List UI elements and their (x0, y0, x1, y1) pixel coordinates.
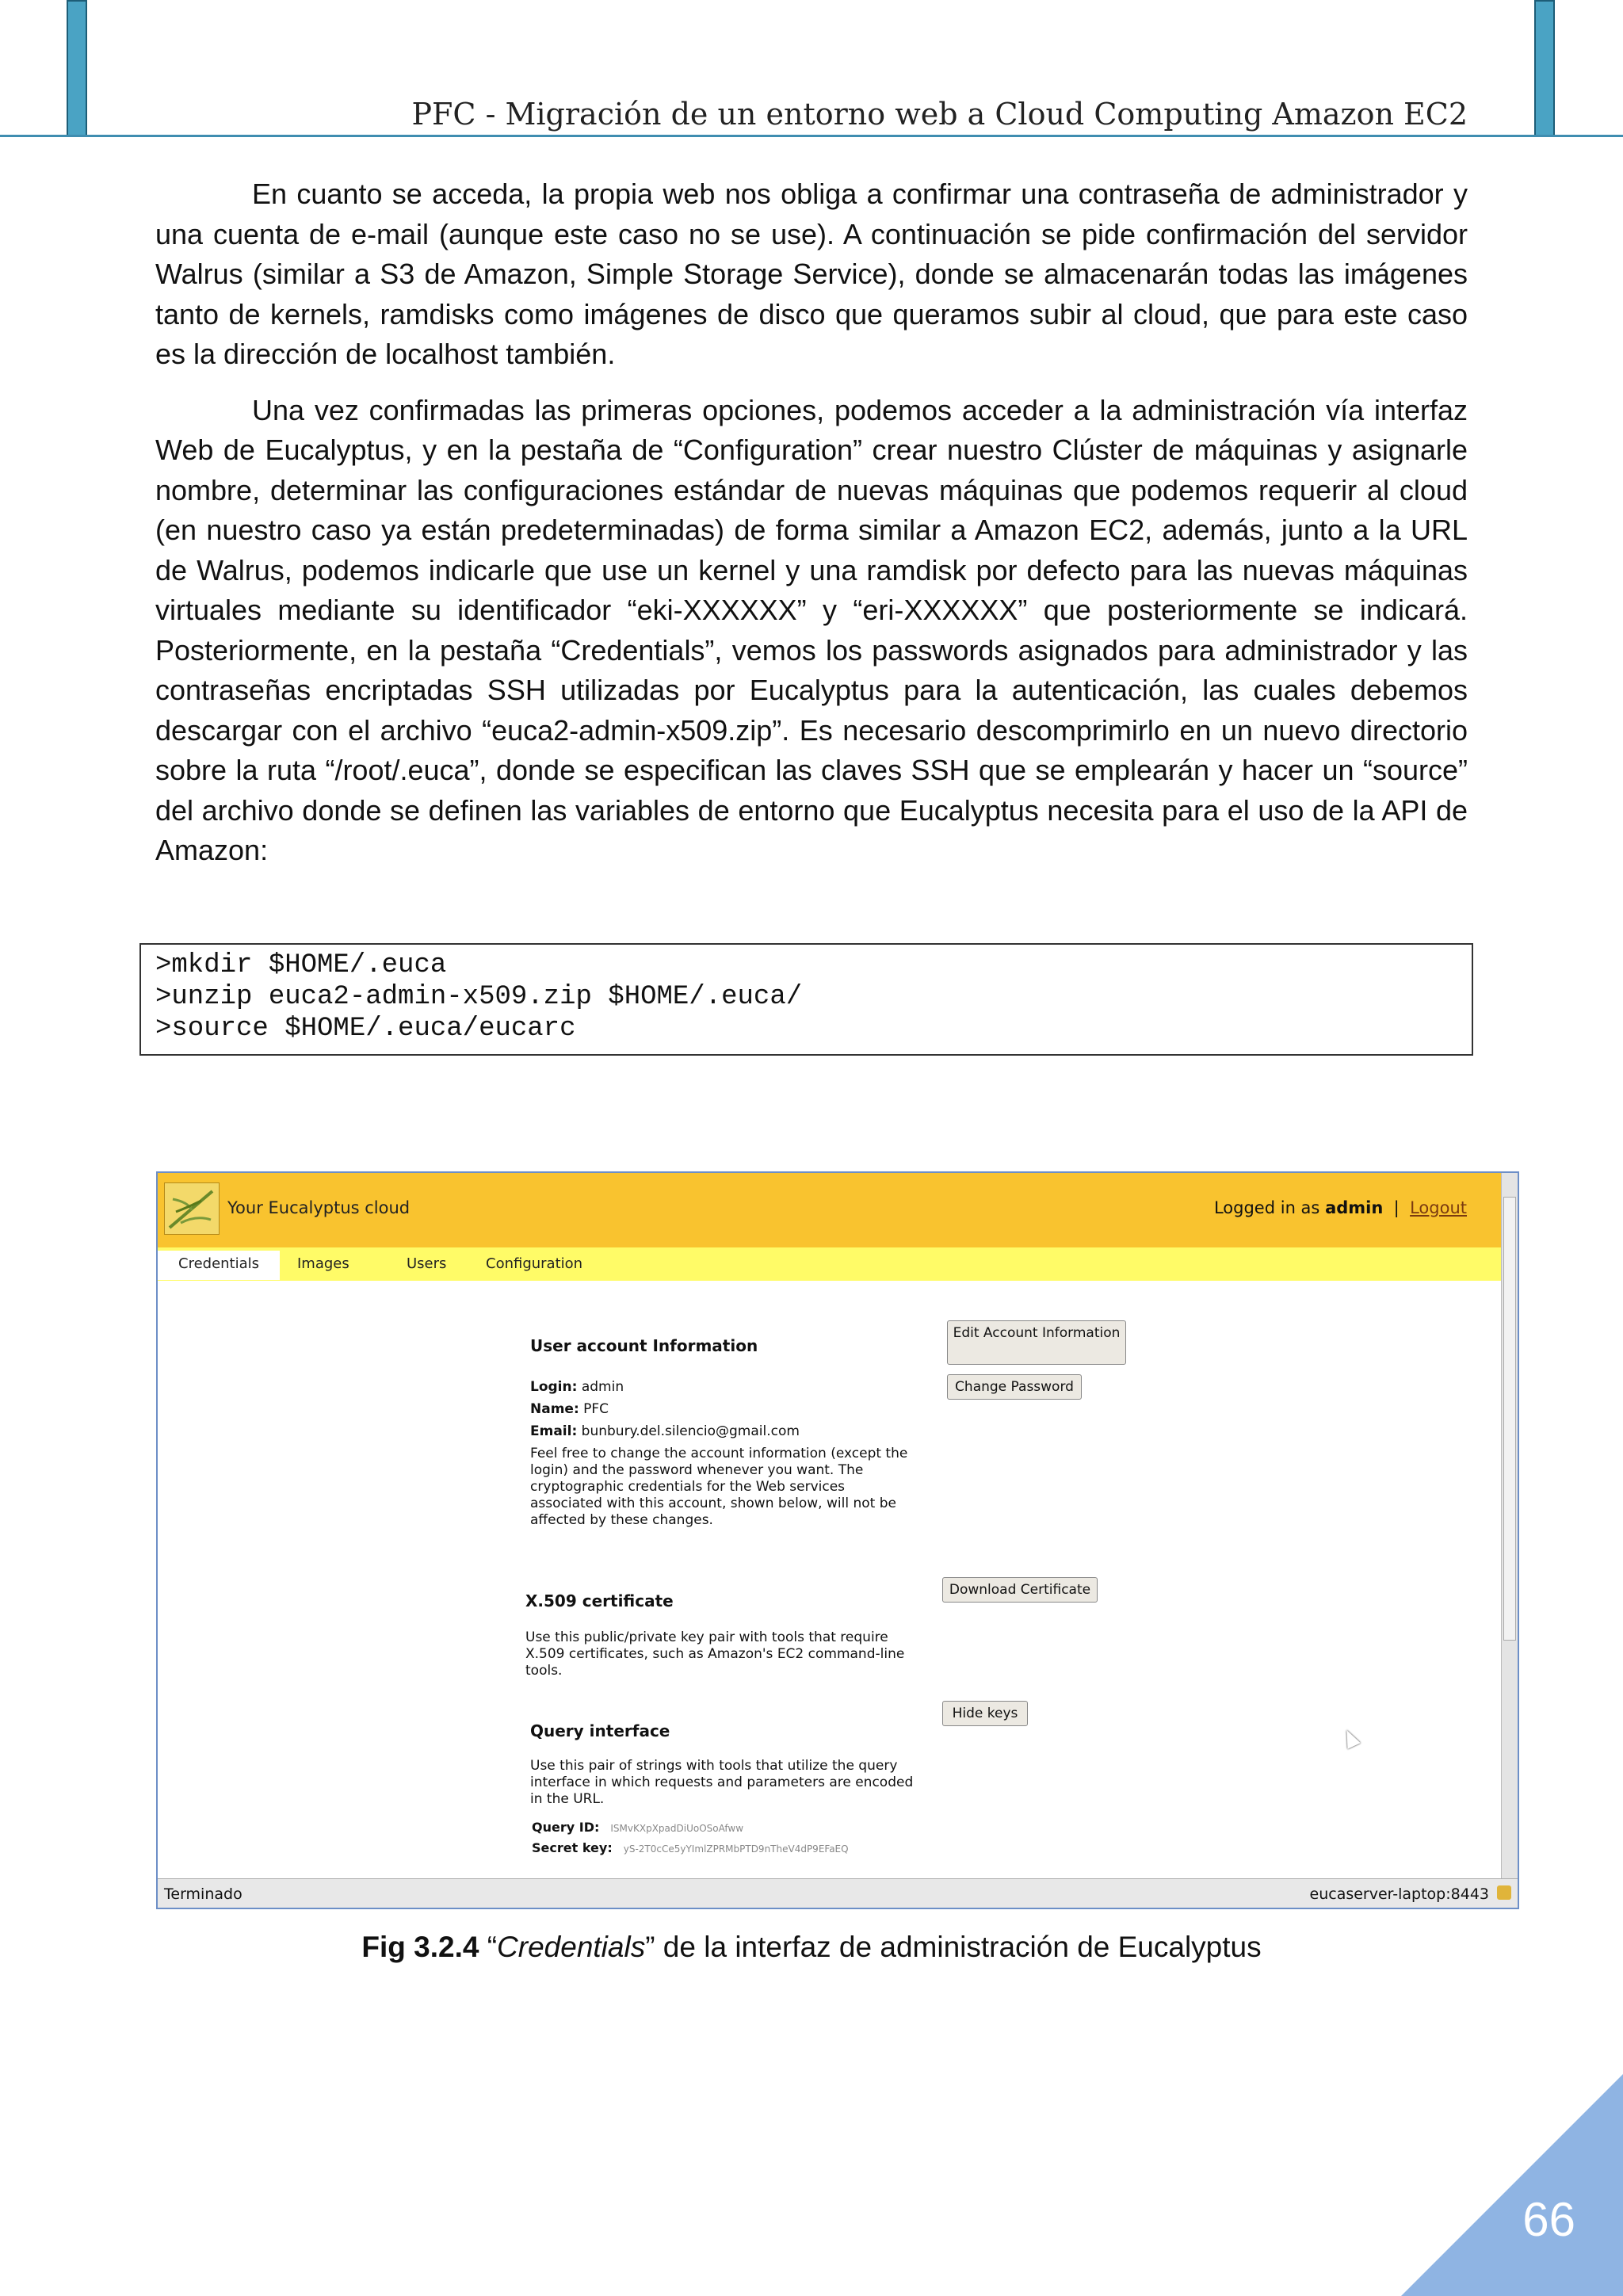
figure-caption: Fig 3.2.4 “Credentials” de la interfaz de administración de Eucalyptus (361, 1931, 1262, 1963)
running-header: PFC - Migración de un entorno web a Cloud Computing Amazon EC2 (411, 97, 1468, 132)
tab-configuration[interactable]: Configuration (486, 1255, 583, 1272)
status-left: Terminado (164, 1885, 242, 1903)
header-bar-left (67, 0, 87, 136)
query-note: Use this pair of strings with tools that utilize the query interface in which requests and parameters are encoded in the URL. (530, 1758, 914, 1807)
hide-keys-button[interactable]: Hide keys (942, 1701, 1028, 1726)
logged-user: admin (1325, 1198, 1384, 1217)
tab-images[interactable]: Images (297, 1255, 349, 1272)
code-block (139, 943, 1473, 1056)
code-line: >mkdir $HOME/.euca (155, 950, 447, 980)
account-note: Feel free to change the account information (except the login) and the password whenever you want. The cryptographic credentials for the Web services associated with this account, shown below, will not be affected by these changes. (530, 1446, 908, 1528)
code-line: >source $HOME/.euca/eucarc (155, 1014, 576, 1044)
status-bar (158, 1878, 1518, 1908)
eucalyptus-logo-icon (164, 1182, 220, 1235)
email-field: Email: bunbury.del.silencio@gmail.com (530, 1423, 800, 1439)
x509-heading: X.509 certificate (525, 1591, 674, 1610)
tab-bar (158, 1247, 1502, 1281)
scrollbar[interactable] (1501, 1173, 1518, 1881)
login-field: Login: admin (530, 1379, 624, 1395)
paragraph-2: Una vez confirmadas las primeras opciones, podemos acceder a la administración vía interfaz Web de Eucalyptus, y en la pestaña de “Configuration” crear nuestro Clúster de máquinas y asignarle nombre, determinar las configuraciones estándar de nuevas máquinas que podemos requerir al cloud (en nuestro caso ya están predeterminadas) de forma similar a Amazon EC2, además, junto a la URL de Walrus, podemos indicarle que use un kernel y una ramdisk por defecto para las nuevas máquinas virtuales mediante su identificador “eki-XXXXXX” y “eri-XXXXXX” que posteriormente se indicará. Posteriormente, en la pestaña “Credentials”, vemos los passwords asignados para administrador y las contraseñas encriptadas SSH utilizadas por Eucalyptus para la autenticación, las cuales debemos descargar con el archivo “euca2-admin-x509.zip”. Es necesario descomprimirlo en un nuevo directorio sobre la ruta “/root/.euca”, donde se especifican las claves SSH que se emplearán y hacer un “source” del archivo donde se definen las variables de entorno que Eucalyptus necesita para el uso de la API de Amazon: (155, 393, 1468, 866)
logout-link[interactable]: Logout (1410, 1198, 1467, 1217)
secret-key: Secret key: yS-2T0cCe5yYImlZPRMbPTD9nTheV4dP9EFaEQ (532, 1840, 849, 1855)
download-certificate-button[interactable]: Download Certificate (942, 1577, 1098, 1603)
query-id: Query ID: ISMvKXpXpadDiUoOSoAfww (532, 1820, 744, 1835)
page-corner (1401, 2074, 1623, 2296)
separator: | (1393, 1198, 1400, 1217)
tab-credentials[interactable]: Credentials (158, 1251, 280, 1280)
login-status (1214, 1198, 1467, 1217)
header-rule (0, 135, 1623, 137)
eucalyptus-screenshot (156, 1171, 1519, 1909)
app-header (158, 1173, 1502, 1247)
change-password-button[interactable]: Change Password (947, 1374, 1082, 1400)
query-heading: Query interface (530, 1721, 670, 1740)
body-text (155, 174, 1468, 887)
caption-italic: Credentials (497, 1931, 646, 1963)
lock-icon (1497, 1885, 1511, 1900)
cloud-title: Your Eucalyptus cloud (227, 1198, 411, 1217)
page-number: 66 (1522, 2193, 1575, 2246)
user-account-heading: User account Information (530, 1336, 758, 1355)
scrollbar-thumb[interactable] (1503, 1197, 1516, 1641)
logged-prefix: Logged in as (1213, 1198, 1320, 1217)
code-line: >unzip euca2-admin-x509.zip $HOME/.euca/ (155, 982, 803, 1012)
edit-account-button[interactable]: Edit Account Information (947, 1320, 1126, 1365)
x509-note: Use this public/private key pair with tools that require X.509 certificates, such as Amazon's EC2 command-line tools. (525, 1629, 905, 1679)
paragraph-1: En cuanto se acceda, la propia web nos obliga a confirmar una contraseña de administrador y una cuenta de e-mail (aunque este caso no se use). A continuación se pide confirmación del servidor Walrus (similar a S3 de Amazon, Simple Storage Service), donde se almacenarán todas las imágenes tanto de kernels, ramdisks como imágenes de disco que queramos subir al cloud, que para este caso es la dirección de localhost también. (155, 178, 1468, 370)
status-right: eucaserver-laptop:8443 (1309, 1885, 1489, 1903)
name-field: Name: PFC (530, 1401, 609, 1417)
tab-users[interactable]: Users (407, 1255, 447, 1272)
mouse-cursor-icon (1340, 1727, 1361, 1749)
header-bar-right (1534, 0, 1555, 136)
caption-label: Fig 3.2.4 (361, 1931, 479, 1963)
